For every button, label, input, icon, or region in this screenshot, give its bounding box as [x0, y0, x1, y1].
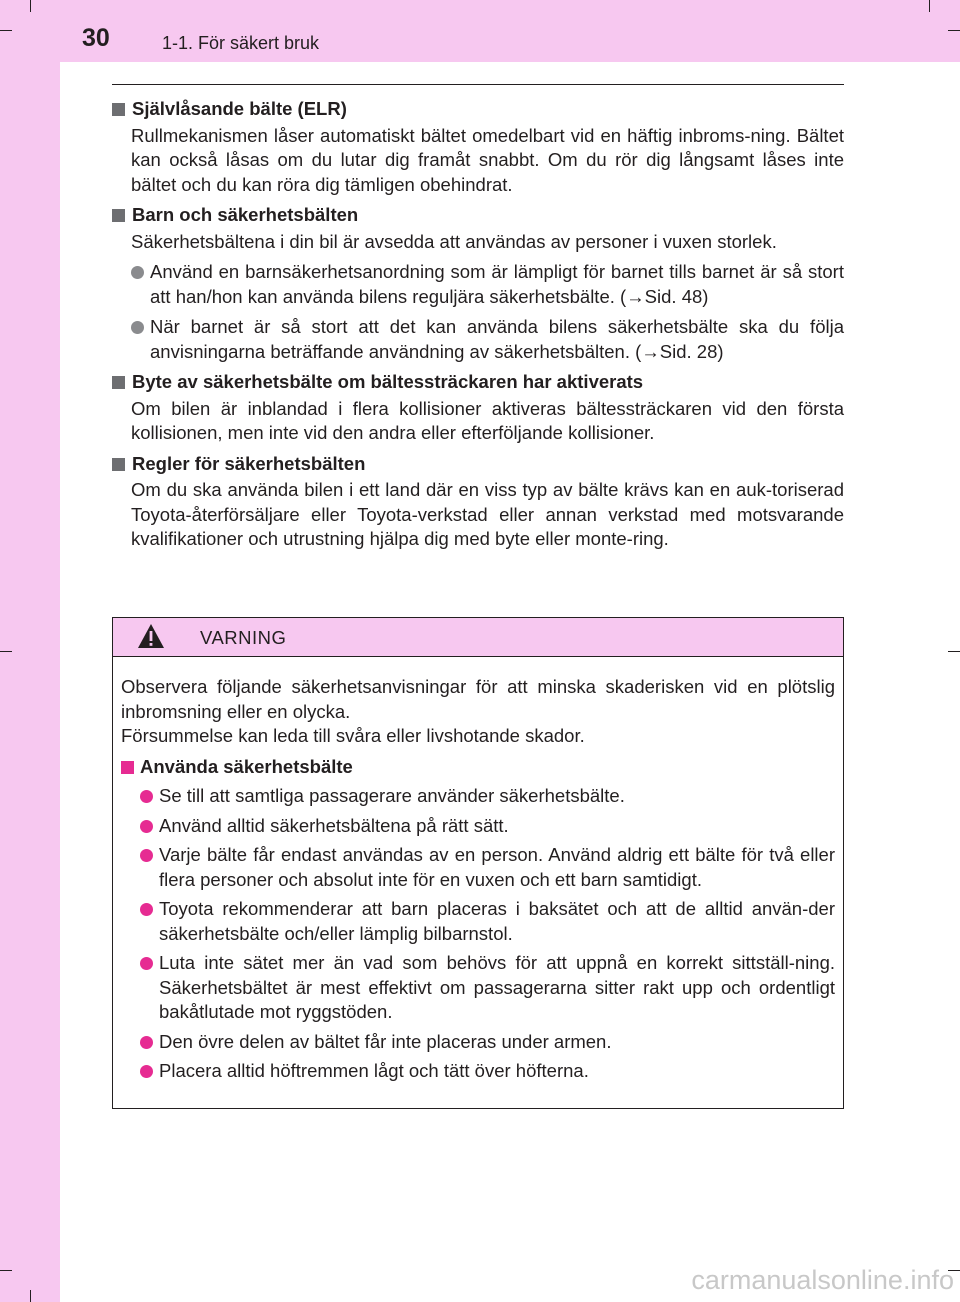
- warning-list-item: [121, 897, 835, 946]
- square-bullet-icon: [112, 103, 125, 116]
- section-paragraph: Om bilen är inblandad i flera kollisioner aktiveras bältessträckaren vid den första kollisionen, men inte vid den andra eller efterföljande kollisioner.: [131, 397, 844, 443]
- round-bullet-icon: [140, 957, 153, 970]
- round-bullet-icon: [131, 321, 144, 334]
- warning-list-item: [121, 1059, 835, 1084]
- warning-list-item: [121, 951, 835, 1025]
- header-rule: [112, 84, 844, 85]
- list-item-text: Använd alltid säkerhetsbältena på rätt sätt.: [159, 814, 509, 836]
- warning-list-item: [121, 843, 835, 892]
- warning-body: [113, 657, 843, 1084]
- list-item-text: Luta inte sätet mer än vad som behövs för att uppnå en korrekt sittställ-ning. Säkerhetsbältet är mest effektivt om passagerarna sitter rakt upp och ordentligt bakåtlutade mot ryggstöden.: [159, 952, 835, 1022]
- heading-text: Barn och säkerhetsbälten: [132, 204, 359, 225]
- warning-list-item: [121, 814, 835, 839]
- page-number: 30: [82, 24, 110, 52]
- section-title: 1-1. För säkert bruk: [162, 33, 320, 53]
- heading-text: Självlåsande bälte (ELR): [132, 98, 347, 119]
- round-bullet-icon: [140, 1036, 153, 1049]
- list-item-text: Använd en barnsäkerhetsanordning som är lämpligt för barnet tills barnet är så stort att han/hon kan använda bilens reguljära säkerhetsbälte. (→Sid. 48): [150, 261, 844, 307]
- section-heading: [112, 203, 844, 228]
- watermark: carmanualsonline.info: [691, 1265, 954, 1295]
- round-bullet-icon: [140, 820, 153, 833]
- section-paragraph: Rullmekanismen låser automatiskt bältet omedelbart vid en häftig inbroms-ning. Bältet kan också låsas om du lutar dig framåt snabbt. Om du rör dig långsamt låses inte bältet och du kan röra dig tämligen obehindrat.: [131, 124, 844, 195]
- crop-mark: [30, 0, 31, 12]
- crop-mark: [0, 30, 12, 31]
- warning-box: [112, 617, 844, 1109]
- list-item-text: När barnet är så stort att det kan använda bilens säkerhetsbälte ska du följa anvisningarna beträffande användning av säkerhetsbälten. (→Sid. 28): [150, 316, 844, 362]
- list-item: [112, 260, 844, 309]
- list-item-text: Varje bälte får endast användas av en person. Använd aldrig ett bälte för två eller flera personer och absolut inte för en vuxen och ett barn samtidigt.: [159, 844, 835, 890]
- warning-intro-text-2: Försummelse kan leda till svåra eller livshotande skador.: [121, 725, 585, 746]
- main-content: [112, 94, 844, 558]
- list-item-text: Toyota rekommenderar att barn placeras i baksätet och att de alltid använ-der säkerhetsbälte och/eller lämplig bilbarnstol.: [159, 898, 835, 944]
- square-bullet-icon: [112, 458, 125, 471]
- section-paragraph: Om du ska använda bilen i ett land där en viss typ av bälte krävs kan en auk-toriserad Toyota-återförsäljare eller Toyota-verkstad eller annan verkstad med motsvarande kvalifikationer och utrustning hjälpa dig med byte eller monte-ring.: [131, 479, 844, 549]
- section-heading: [112, 370, 844, 395]
- section-heading: [112, 452, 844, 477]
- list-item-text: Den övre delen av bältet får inte placeras under armen.: [159, 1030, 612, 1052]
- heading-text: Regler för säkerhetsbälten: [132, 452, 366, 474]
- section-heading: [112, 97, 844, 122]
- round-bullet-icon: [140, 903, 153, 916]
- crop-mark: [0, 651, 12, 652]
- crop-mark: [0, 1270, 12, 1271]
- round-bullet-icon: [131, 266, 144, 279]
- round-bullet-icon: [140, 849, 153, 862]
- square-bullet-icon: [112, 376, 125, 389]
- warning-subheading: [121, 755, 835, 780]
- list-item: [112, 315, 844, 364]
- warning-intro: [121, 675, 835, 749]
- crop-mark: [30, 1290, 31, 1302]
- heading-text: Byte av säkerhetsbälte om bältessträckaren har aktiverats: [132, 371, 644, 392]
- warning-list-item: [121, 784, 835, 809]
- round-bullet-icon: [140, 790, 153, 803]
- crop-mark: [948, 30, 960, 31]
- round-bullet-icon: [140, 1065, 153, 1078]
- warning-header: [113, 618, 843, 657]
- warning-list-item: [121, 1030, 835, 1055]
- list-item-text: Placera alltid höftremmen lågt och tätt över höfterna.: [159, 1060, 589, 1081]
- warning-title: VARNING: [200, 627, 287, 648]
- subheading-text: Använda säkerhetsbälte: [140, 755, 353, 777]
- section-paragraph: Säkerhetsbältena i din bil är avsedda att användas av personer i vuxen storlek.: [131, 230, 777, 252]
- crop-mark: [929, 0, 930, 12]
- square-bullet-icon: [112, 209, 125, 222]
- list-item-text: Se till att samtliga passagerare använder säkerhetsbälte.: [159, 785, 625, 806]
- warning-triangle-icon: [137, 623, 165, 649]
- crop-mark: [948, 651, 960, 652]
- warning-intro-text: Observera följande säkerhetsanvisningar för att minska skaderisken vid en plötslig inbromsning eller en olycka.: [121, 676, 835, 722]
- square-bullet-icon: [121, 761, 134, 774]
